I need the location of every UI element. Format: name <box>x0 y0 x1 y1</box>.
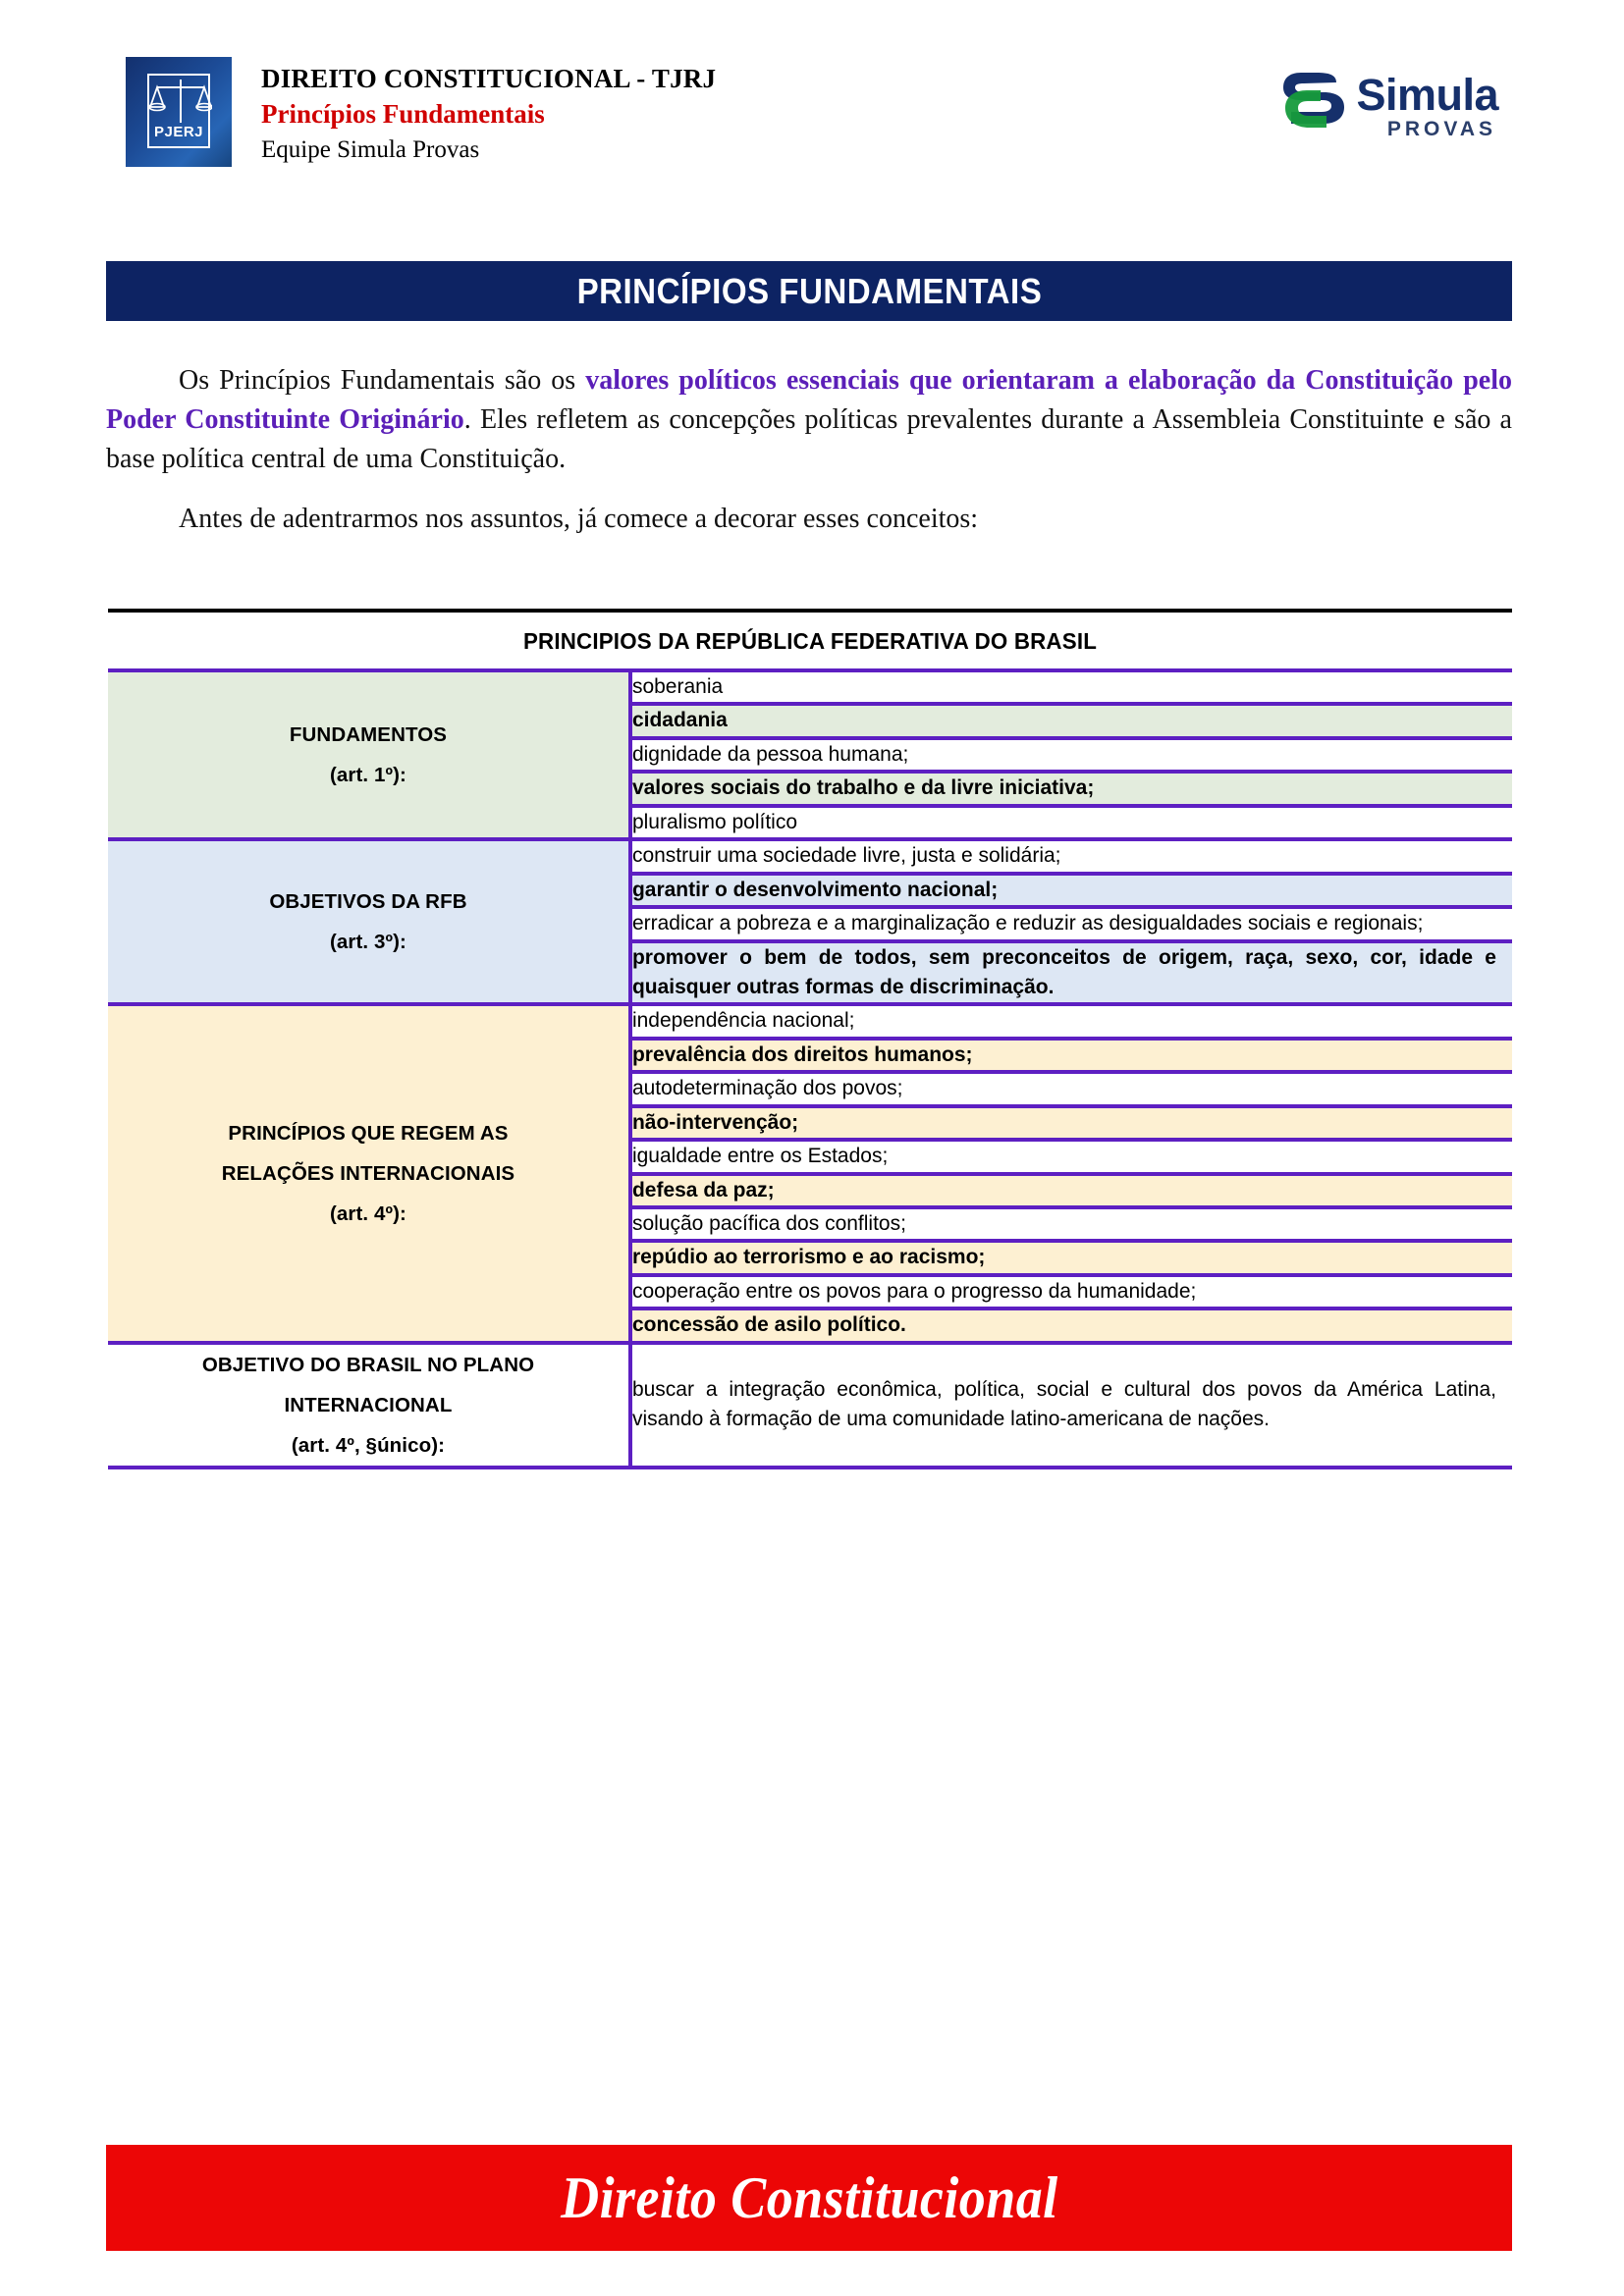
simula-brand-name: Simula <box>1356 69 1498 120</box>
pjerj-logo-frame <box>147 74 210 148</box>
section-label-cell <box>108 839 630 1004</box>
principio-item-cell: não-intervenção; <box>630 1106 1512 1140</box>
section-label-line: OBJETIVOS DA RFB <box>269 890 467 914</box>
section-banner <box>106 261 1512 321</box>
intro-paragraph-1 <box>106 361 1512 478</box>
table-row <box>108 670 1512 704</box>
section-label-line: (art. 1º): <box>329 764 406 787</box>
intro-p1-tail: . Eles refletem as concepções políticas prevalentes durante a Assembleia Constituinte e são a base política central de uma Constituição. <box>106 403 1512 474</box>
principios-table-wrapper <box>108 609 1512 1469</box>
principios-table <box>108 668 1512 1469</box>
principio-item-cell: repúdio ao terrorismo e ao racismo; <box>630 1241 1512 1274</box>
table-title: PRINCIPIOS DA REPÚBLICA FEDERATIVA DO BRASIL <box>522 628 1098 654</box>
section-label-line: INTERNACIONAL <box>284 1393 453 1416</box>
principio-item-cell: concessão de asilo político. <box>630 1308 1512 1342</box>
principio-item-cell: cidadania <box>630 704 1512 737</box>
section-label-line: OBJETIVO DO BRASIL NO PLANO <box>201 1353 535 1376</box>
section-label-line: PRINCÍPIOS QUE REGEM AS <box>228 1122 509 1146</box>
simula-s-mark-icon <box>1277 67 1350 144</box>
section-label-cell <box>108 1004 630 1342</box>
section-label-cell <box>108 1343 630 1468</box>
principios-table-body <box>108 670 1512 1468</box>
pjerj-logo-text: PJERJ <box>153 124 204 140</box>
table-row <box>108 839 1512 873</box>
intro-text-block <box>106 361 1512 539</box>
principio-item-cell: defesa da paz; <box>630 1174 1512 1207</box>
intro-p1-lead: Os Princípios Fundamentais são os <box>179 365 586 396</box>
principio-item-cell: construir uma sociedade livre, justa e solidária; <box>630 839 1512 873</box>
simula-provas-logo <box>1277 67 1498 144</box>
principio-item-cell: igualdade entre os Estados; <box>630 1140 1512 1173</box>
simula-wordmark <box>1356 69 1498 140</box>
header-title-block <box>261 57 716 167</box>
table-row <box>108 1004 1512 1038</box>
principio-item-cell: cooperação entre os povos para o progresso da humanidade; <box>630 1275 1512 1308</box>
intro-p1-highlight: valores políticos essenciais que orientaram a elaboração da Constituição pelo Poder Constituinte Originário <box>106 365 1512 435</box>
scales-of-justice-icon <box>149 76 208 123</box>
section-label-line: (art. 4º): <box>329 1202 406 1226</box>
principio-item-cell: valores sociais do trabalho e da livre iniciativa; <box>630 772 1512 805</box>
principio-item-cell: prevalência dos direitos humanos; <box>630 1039 1512 1072</box>
section-label-line: RELAÇÕES INTERNACIONAIS <box>221 1162 515 1186</box>
principio-item-cell: buscar a integração econômica, política, social e cultural dos povos da América Latina, visando à formação de uma comunidade latino-americana de nações. <box>630 1343 1512 1468</box>
document-title: DIREITO CONSTITUCIONAL - TJRJ <box>261 64 717 93</box>
intro-paragraph-2: Antes de adentrarmos nos assuntos, já comece a decorar esses conceitos: <box>179 504 979 535</box>
document-subtitle: Princípios Fundamentais <box>261 99 545 130</box>
principio-item-cell: solução pacífica dos conflitos; <box>630 1207 1512 1241</box>
principio-item-cell: dignidade da pessoa humana; <box>630 738 1512 772</box>
footer-banner <box>106 2145 1512 2251</box>
document-header <box>0 57 1624 185</box>
document-author: Equipe Simula Provas <box>261 135 480 163</box>
section-banner-title: PRINCÍPIOS FUNDAMENTAIS <box>576 270 1042 311</box>
principio-item-cell: soberania <box>630 670 1512 704</box>
simula-brand-tagline: PROVAS <box>1386 117 1496 140</box>
principio-item-cell: autodeterminação dos povos; <box>630 1072 1512 1105</box>
principio-item-cell: garantir o desenvolvimento nacional; <box>630 874 1512 907</box>
principio-item-cell: independência nacional; <box>630 1004 1512 1038</box>
section-label-cell <box>108 670 630 839</box>
principio-item-cell: pluralismo político <box>630 806 1512 839</box>
section-label-line: (art. 4º, §único): <box>291 1433 446 1457</box>
principio-item-cell: promover o bem de todos, sem preconceitos de origem, raça, sexo, cor, idade e quaisquer outras formas de discriminação. <box>630 941 1512 1005</box>
pjerj-logo <box>126 57 232 167</box>
principio-item-cell: erradicar a pobreza e a marginalização e reduzir as desigualdades sociais e regionais; <box>630 907 1512 940</box>
section-label-line: (art. 3º): <box>329 931 406 954</box>
header-left-group <box>126 57 716 167</box>
section-label-line: FUNDAMENTOS <box>289 723 448 747</box>
table-row <box>108 1343 1512 1468</box>
footer-banner-title: Direito Constitucional <box>560 2164 1058 2230</box>
